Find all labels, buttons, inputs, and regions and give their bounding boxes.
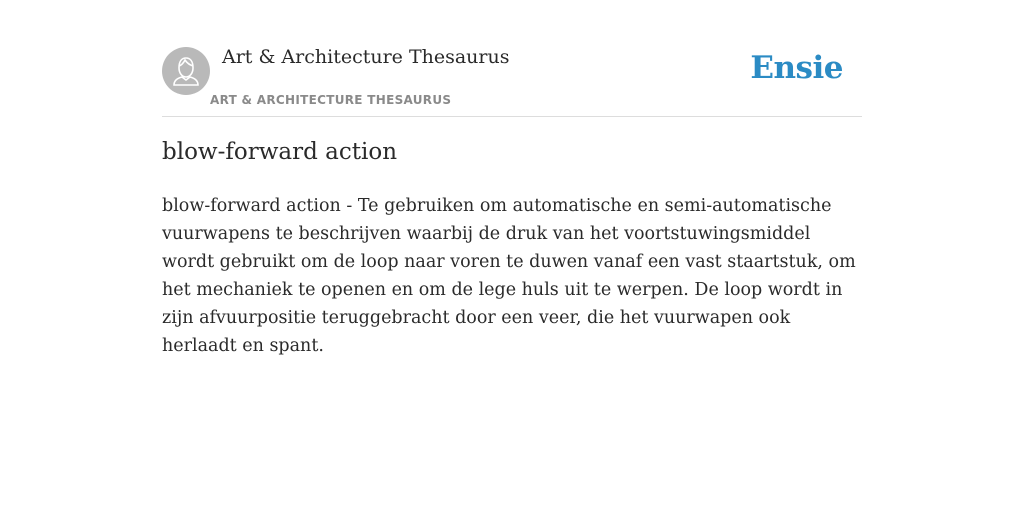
- avatar[interactable]: [162, 47, 210, 95]
- brand-logo[interactable]: Ensie: [750, 50, 843, 86]
- header: [162, 40, 862, 117]
- user-silhouette-icon: [162, 47, 210, 95]
- term-title: blow-forward action: [162, 139, 398, 165]
- definition-text: blow-forward action - Te gebruiken om automatische en semi-automatische vuurwapens te beschrijven waarbij de druk van het voortstuwingsmiddel wordt gebruikt om de loop naar voren te duwen vanaf een vast staartstuk, om het mechaniek te openen en om de lege huls uit te werpen. De loop wordt in zijn afvuurpositie teruggebracht door een veer, die het vuurwapen ook herlaadt en spant.: [162, 196, 856, 356]
- source-label[interactable]: ART & ARCHITECTURE THESAURUS: [210, 93, 452, 107]
- author-name[interactable]: Art & Architecture Thesaurus: [222, 46, 510, 68]
